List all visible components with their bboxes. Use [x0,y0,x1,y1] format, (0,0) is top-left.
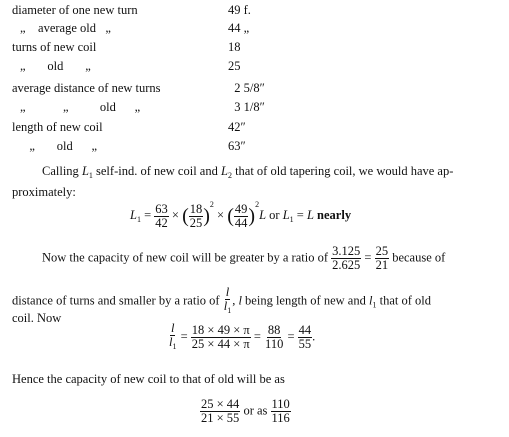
var-L: L [282,208,290,222]
equals: = [177,329,191,344]
table-row-value: 25 [228,59,241,73]
denominator: 2.625 [332,258,361,272]
var-l: l [223,299,228,313]
fraction [375,245,390,272]
denominator: 42 [155,215,168,230]
subscript: 1 [227,306,232,315]
fraction [331,245,361,272]
numerator: 49 [234,201,248,216]
numerator: 44 [298,323,312,337]
subscript: 1 [289,215,294,224]
var-l: l [169,335,173,349]
numerator: 18 [189,201,203,216]
equation-inductance [130,200,351,230]
table-row-value: 42″ [228,120,246,134]
text: Now the capacity of new coil will be greater by a ratio of [42,250,328,265]
paragraph-capacity-line1 [42,245,445,272]
var-L: L [306,208,314,222]
table-row-label: „ „ old „ [20,100,141,114]
denominator: 21 × 55 [201,411,240,425]
subscript: 2 [227,171,232,180]
paragraph-capacity-line3: coil. Now [12,311,62,325]
var-l: l [225,285,230,299]
text-nearly: nearly [317,208,352,222]
equals: = [361,250,375,265]
denominator: 25 [189,215,203,230]
var-l: l [368,293,373,308]
text: , [232,293,239,308]
table-row-label: diameter of one new turn [12,3,138,17]
text: that of old tapering coil, we would have ap-proximately: [12,164,454,199]
equation-capacity-ratio [200,398,291,425]
fraction [298,323,316,351]
numerator: 25 × 44 [201,397,240,411]
numerator: 63 [155,201,168,216]
paragraph-capacity-line2 [12,286,431,317]
var-L: L [130,208,137,222]
times: × [168,208,183,222]
numerator: 18 × 49 × π [191,323,250,337]
fraction [264,324,284,351]
denominator: 44 [234,215,248,230]
subscript: 1 [372,300,377,310]
denominator: 21 [375,258,389,272]
table-row-label: „ old „ [20,59,91,73]
numerator: 88 [267,323,281,337]
equation-length-ratio [168,322,315,353]
text: Calling [42,164,82,178]
subscript: 1 [172,342,177,351]
text: that of old [376,293,431,308]
denominator: 116 [271,411,290,425]
subscript: 1 [88,171,93,180]
numerator: 25 [375,244,389,258]
numerator: 3.125 [332,244,361,258]
table-row-value: 2 5/8″ [228,81,265,95]
equals: = [250,329,265,344]
var-l: l [171,321,175,335]
table-row-value: 49 f. [228,3,251,17]
table-row-label: turns of new coil [12,40,97,54]
equals: = [140,208,155,222]
paren-close: ) [248,205,256,228]
exponent: 2 [255,200,260,209]
period: . [312,329,316,344]
table-row-value: 18 [228,40,241,54]
var-L: L [220,164,228,178]
subscript: 1 [136,215,141,224]
text: because of [392,250,446,265]
text: being length of new and [241,293,369,308]
denominator: 110 [265,337,284,351]
fraction [223,286,232,317]
fraction [200,398,240,425]
text: or [266,208,283,222]
times: × [213,208,228,222]
denominator: 25 × 44 × π [191,337,250,351]
exponent: 2 [209,200,214,209]
table-row-label: „ average old „ [20,21,111,35]
table-row-value: 44 „ [228,21,250,35]
fraction [271,398,291,425]
table-row-value: 63″ [228,139,246,153]
equals: = [284,329,298,344]
text: or as [240,403,271,418]
denominator: 55 [298,337,312,351]
var-L: L [259,208,267,222]
table-row-value: 3 1/8″ [228,100,265,114]
numerator: 110 [271,397,290,411]
table-row-label: length of new coil [12,120,103,134]
fraction [189,203,204,230]
paren-close: ) [203,205,210,228]
fraction [154,203,169,230]
fraction [234,203,249,230]
paragraph-calling [12,163,500,201]
paragraph-hence: Hence the capacity of new coil to that of old will be as [12,372,285,386]
text: self-ind. of new coil and [92,164,221,178]
table-row-label: average distance of new turns [12,81,161,95]
fraction [191,324,251,351]
table-row-label: „ old „ [20,139,98,153]
equals: = [293,208,307,222]
paren-open: ( [182,205,189,228]
text: distance of turns and smaller by a ratio of [12,293,220,308]
var-L: L [81,164,89,178]
paren-open: ( [227,205,234,228]
var-l: l [238,293,242,308]
